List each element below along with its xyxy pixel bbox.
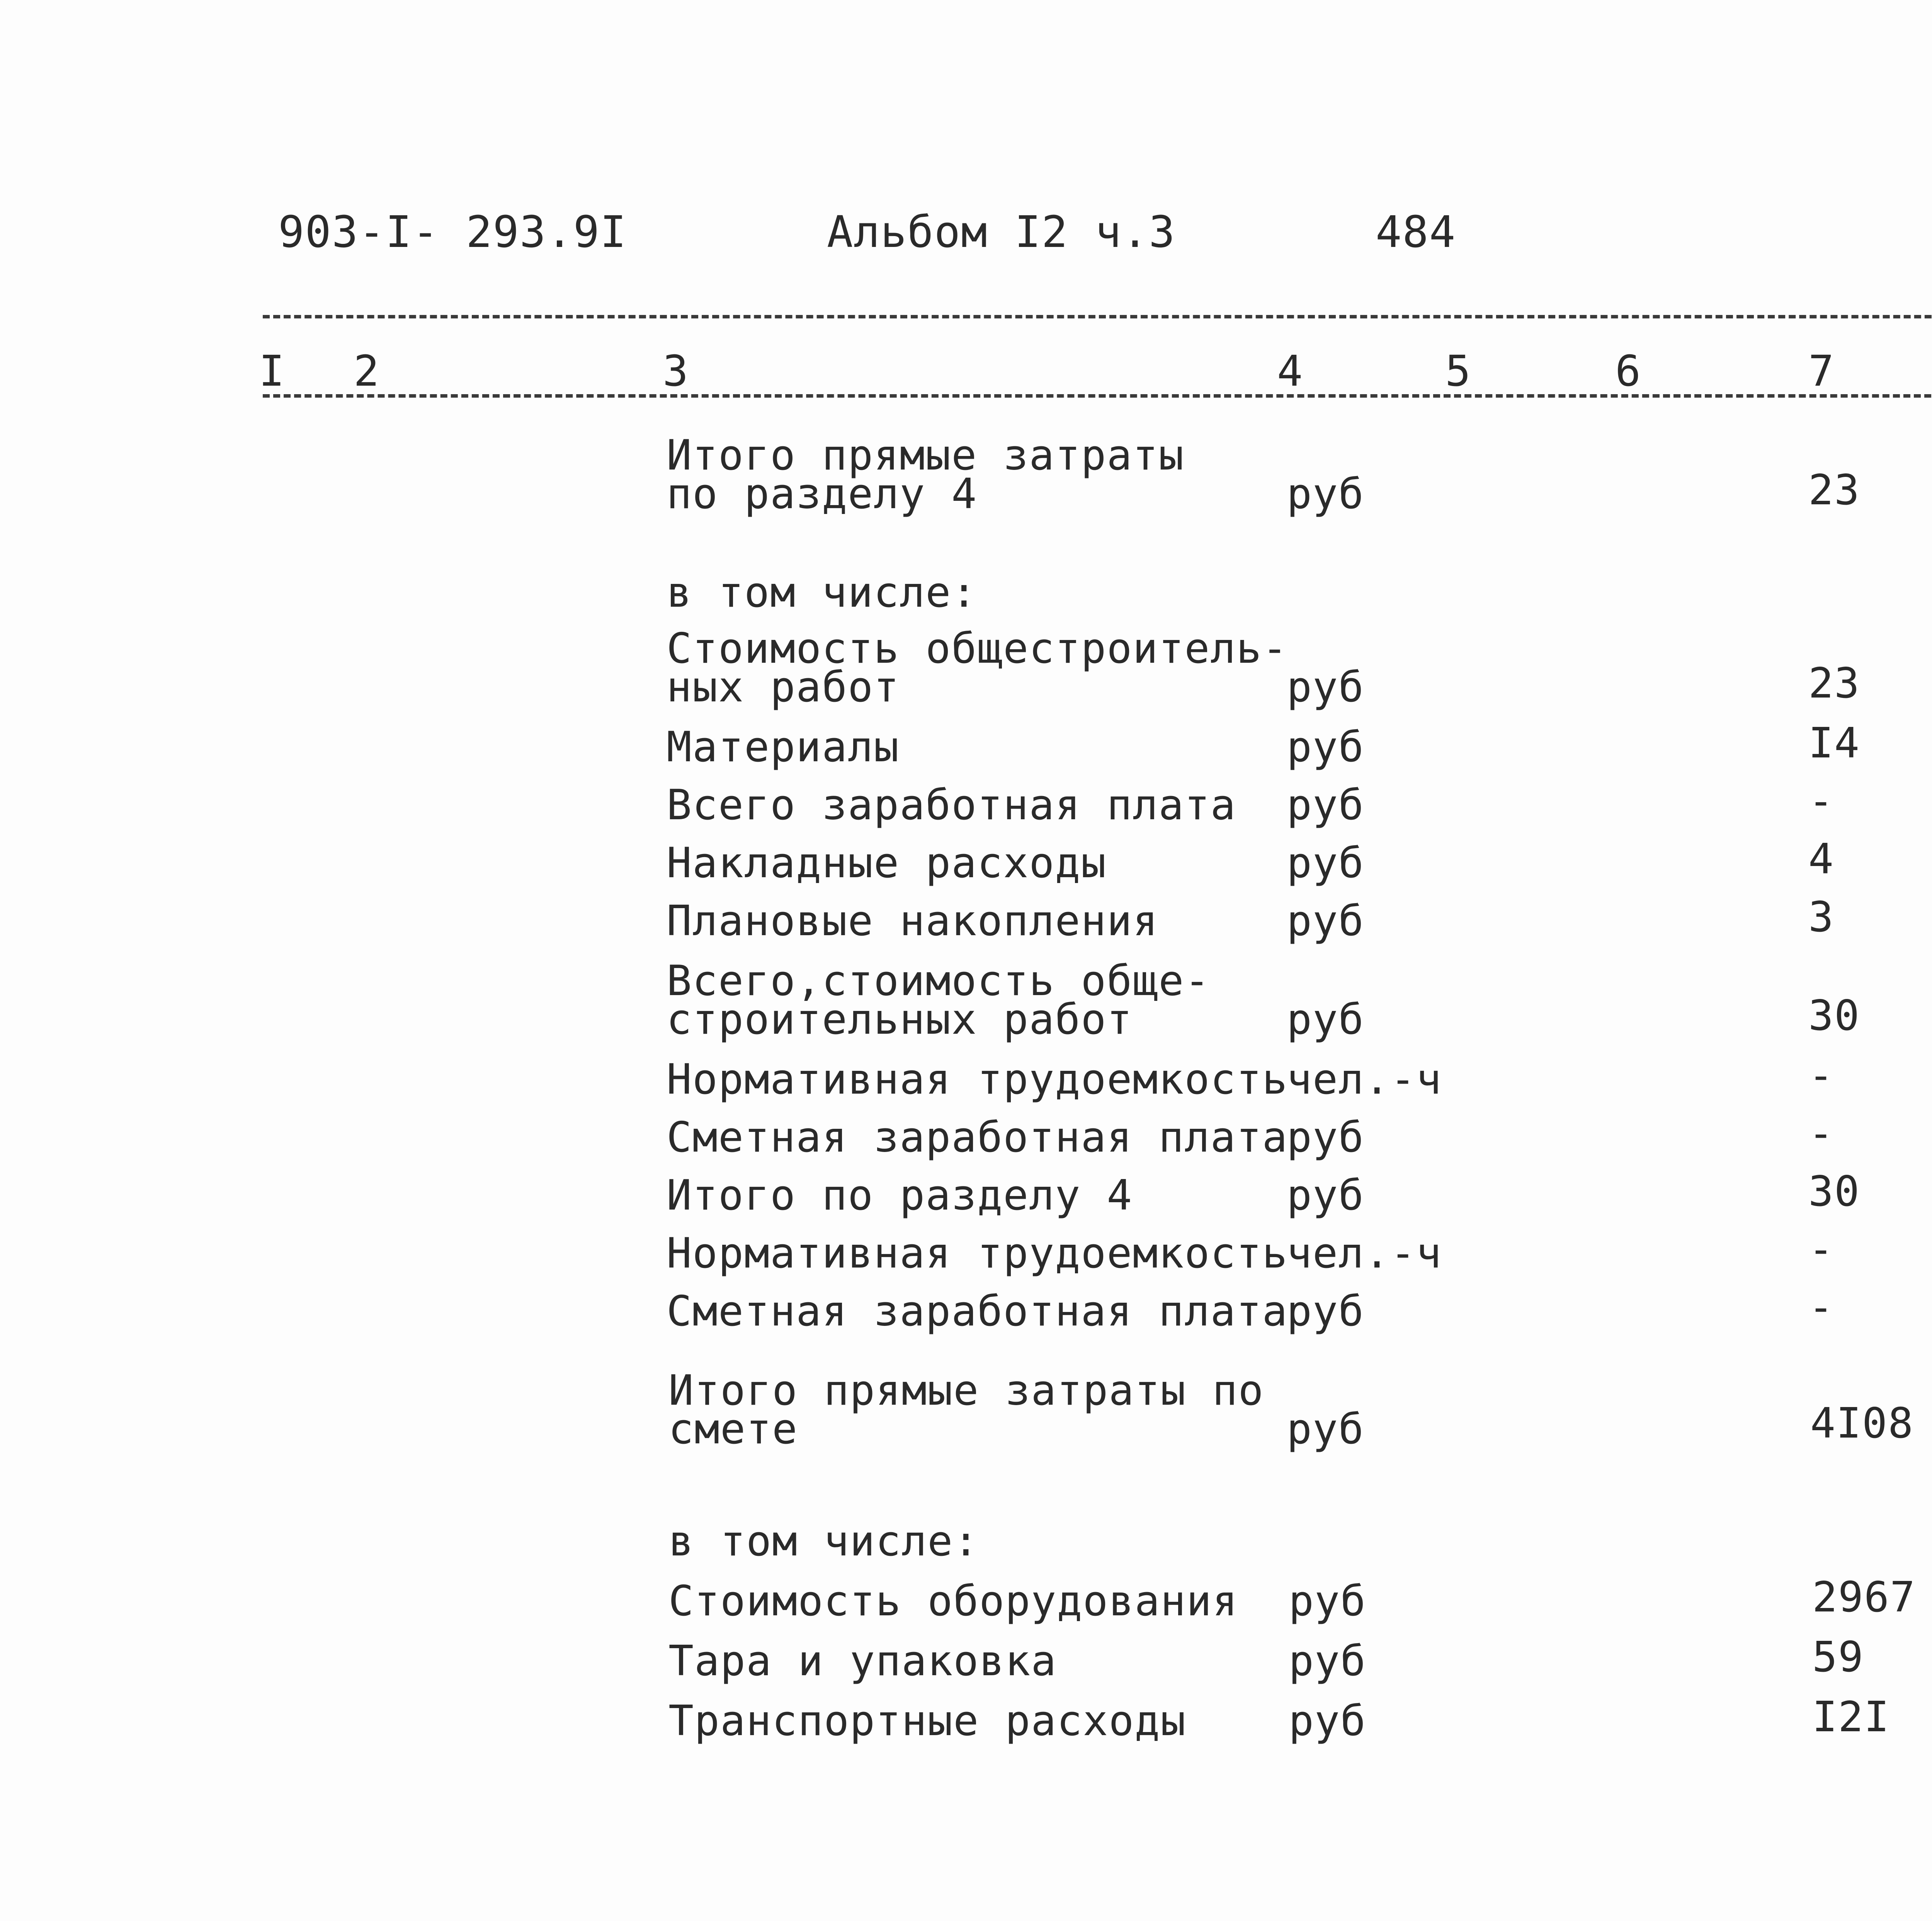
row-value-c7: - — [1808, 1225, 1835, 1274]
doc-code: 903-I- 293.9I — [278, 207, 627, 257]
row-unit: чел.-ч — [1287, 1055, 1442, 1104]
row-label-line: Нормативная трудоемкость — [667, 1229, 1288, 1278]
row-label-line: Плановые накопления — [667, 897, 1159, 945]
top-dashed-rule — [263, 315, 1932, 318]
row-value-c7: 30 — [1808, 992, 1861, 1040]
row-value-c7: 4 — [1808, 835, 1835, 883]
row-unit: руб — [1287, 1113, 1365, 1162]
row-label-line: Материалы — [667, 723, 900, 771]
row-value-c7: 30 — [1808, 1167, 1861, 1216]
row-label-line: Итого прямые затраты — [667, 431, 1185, 480]
row-unit: руб — [1287, 723, 1365, 771]
row-label-line: Всего,стоимость обще- — [667, 957, 1211, 1005]
col-number-1: I — [259, 346, 286, 396]
row-label-line: Итого прямые затраты по — [668, 1366, 1264, 1415]
row-value-c7: - — [1808, 1283, 1835, 1332]
row-label-line: Всего заработная плата — [667, 781, 1236, 829]
col-number-4: 4 — [1277, 346, 1304, 396]
row-value-c7: 23 — [1808, 659, 1861, 708]
row-unit: руб — [1287, 1287, 1365, 1336]
row-label-line: в том числе: — [668, 1517, 980, 1565]
col-number-3: 3 — [663, 346, 689, 396]
row-unit: руб — [1287, 995, 1365, 1044]
row-unit: руб — [1289, 1697, 1367, 1745]
row-value-c7: 23 — [1808, 466, 1861, 514]
row-label-line: смете — [668, 1405, 798, 1453]
row-unit: руб — [1287, 897, 1365, 945]
row-value-c7: 59 — [1812, 1633, 1864, 1681]
row-unit: руб — [1289, 1637, 1367, 1685]
row-value-c7: - — [1808, 1109, 1835, 1158]
row-unit: руб — [1289, 1577, 1367, 1625]
row-label-line: Сметная заработная плата — [667, 1287, 1288, 1336]
row-value-c7: - — [1808, 777, 1835, 825]
header-dashed-rule — [263, 394, 1932, 398]
row-value-c7: - — [1808, 1052, 1835, 1100]
row-unit: руб — [1287, 839, 1365, 887]
row-label-line: Тара и упаковка — [668, 1637, 1057, 1685]
row-unit: руб — [1287, 470, 1365, 518]
row-unit: руб — [1287, 1405, 1365, 1453]
row-unit: чел.-ч — [1287, 1229, 1442, 1278]
row-label-line: Итого по разделу 4 — [667, 1171, 1133, 1220]
row-value-c7: I2I — [1812, 1693, 1890, 1741]
col-number-6: 6 — [1615, 346, 1642, 396]
row-unit: руб — [1287, 663, 1365, 711]
row-label-line: ных работ — [667, 663, 900, 711]
col-number-7: 7 — [1808, 346, 1835, 396]
row-value-c7: I4 — [1808, 719, 1861, 767]
col-number-2: 2 — [354, 346, 380, 396]
col-number-5: 5 — [1445, 346, 1472, 396]
row-label-line: строительных работ — [667, 995, 1133, 1044]
row-label-line: Накладные расходы — [667, 839, 1107, 887]
row-label-line: в том числе: — [667, 568, 978, 617]
page-number: 484 — [1376, 207, 1456, 257]
row-label-line: Стоимость оборудования — [668, 1577, 1238, 1625]
row-value-c7: 4I08 — [1810, 1399, 1914, 1448]
album-label: Альбом I2 ч.3 — [827, 207, 1176, 257]
row-label-line: Нормативная трудоемкость — [667, 1055, 1288, 1104]
row-unit: руб — [1287, 781, 1365, 829]
row-label-line: Сметная заработная плата — [667, 1113, 1288, 1162]
row-label-line: Транспортные расходы — [668, 1697, 1187, 1745]
row-value-c7: 3 — [1808, 893, 1835, 941]
row-value-c7: 2967 — [1812, 1573, 1916, 1622]
row-label-line: Стоимость общестроитель- — [667, 624, 1288, 673]
row-unit: руб — [1287, 1171, 1365, 1220]
row-label-line: по разделу 4 — [667, 470, 978, 518]
